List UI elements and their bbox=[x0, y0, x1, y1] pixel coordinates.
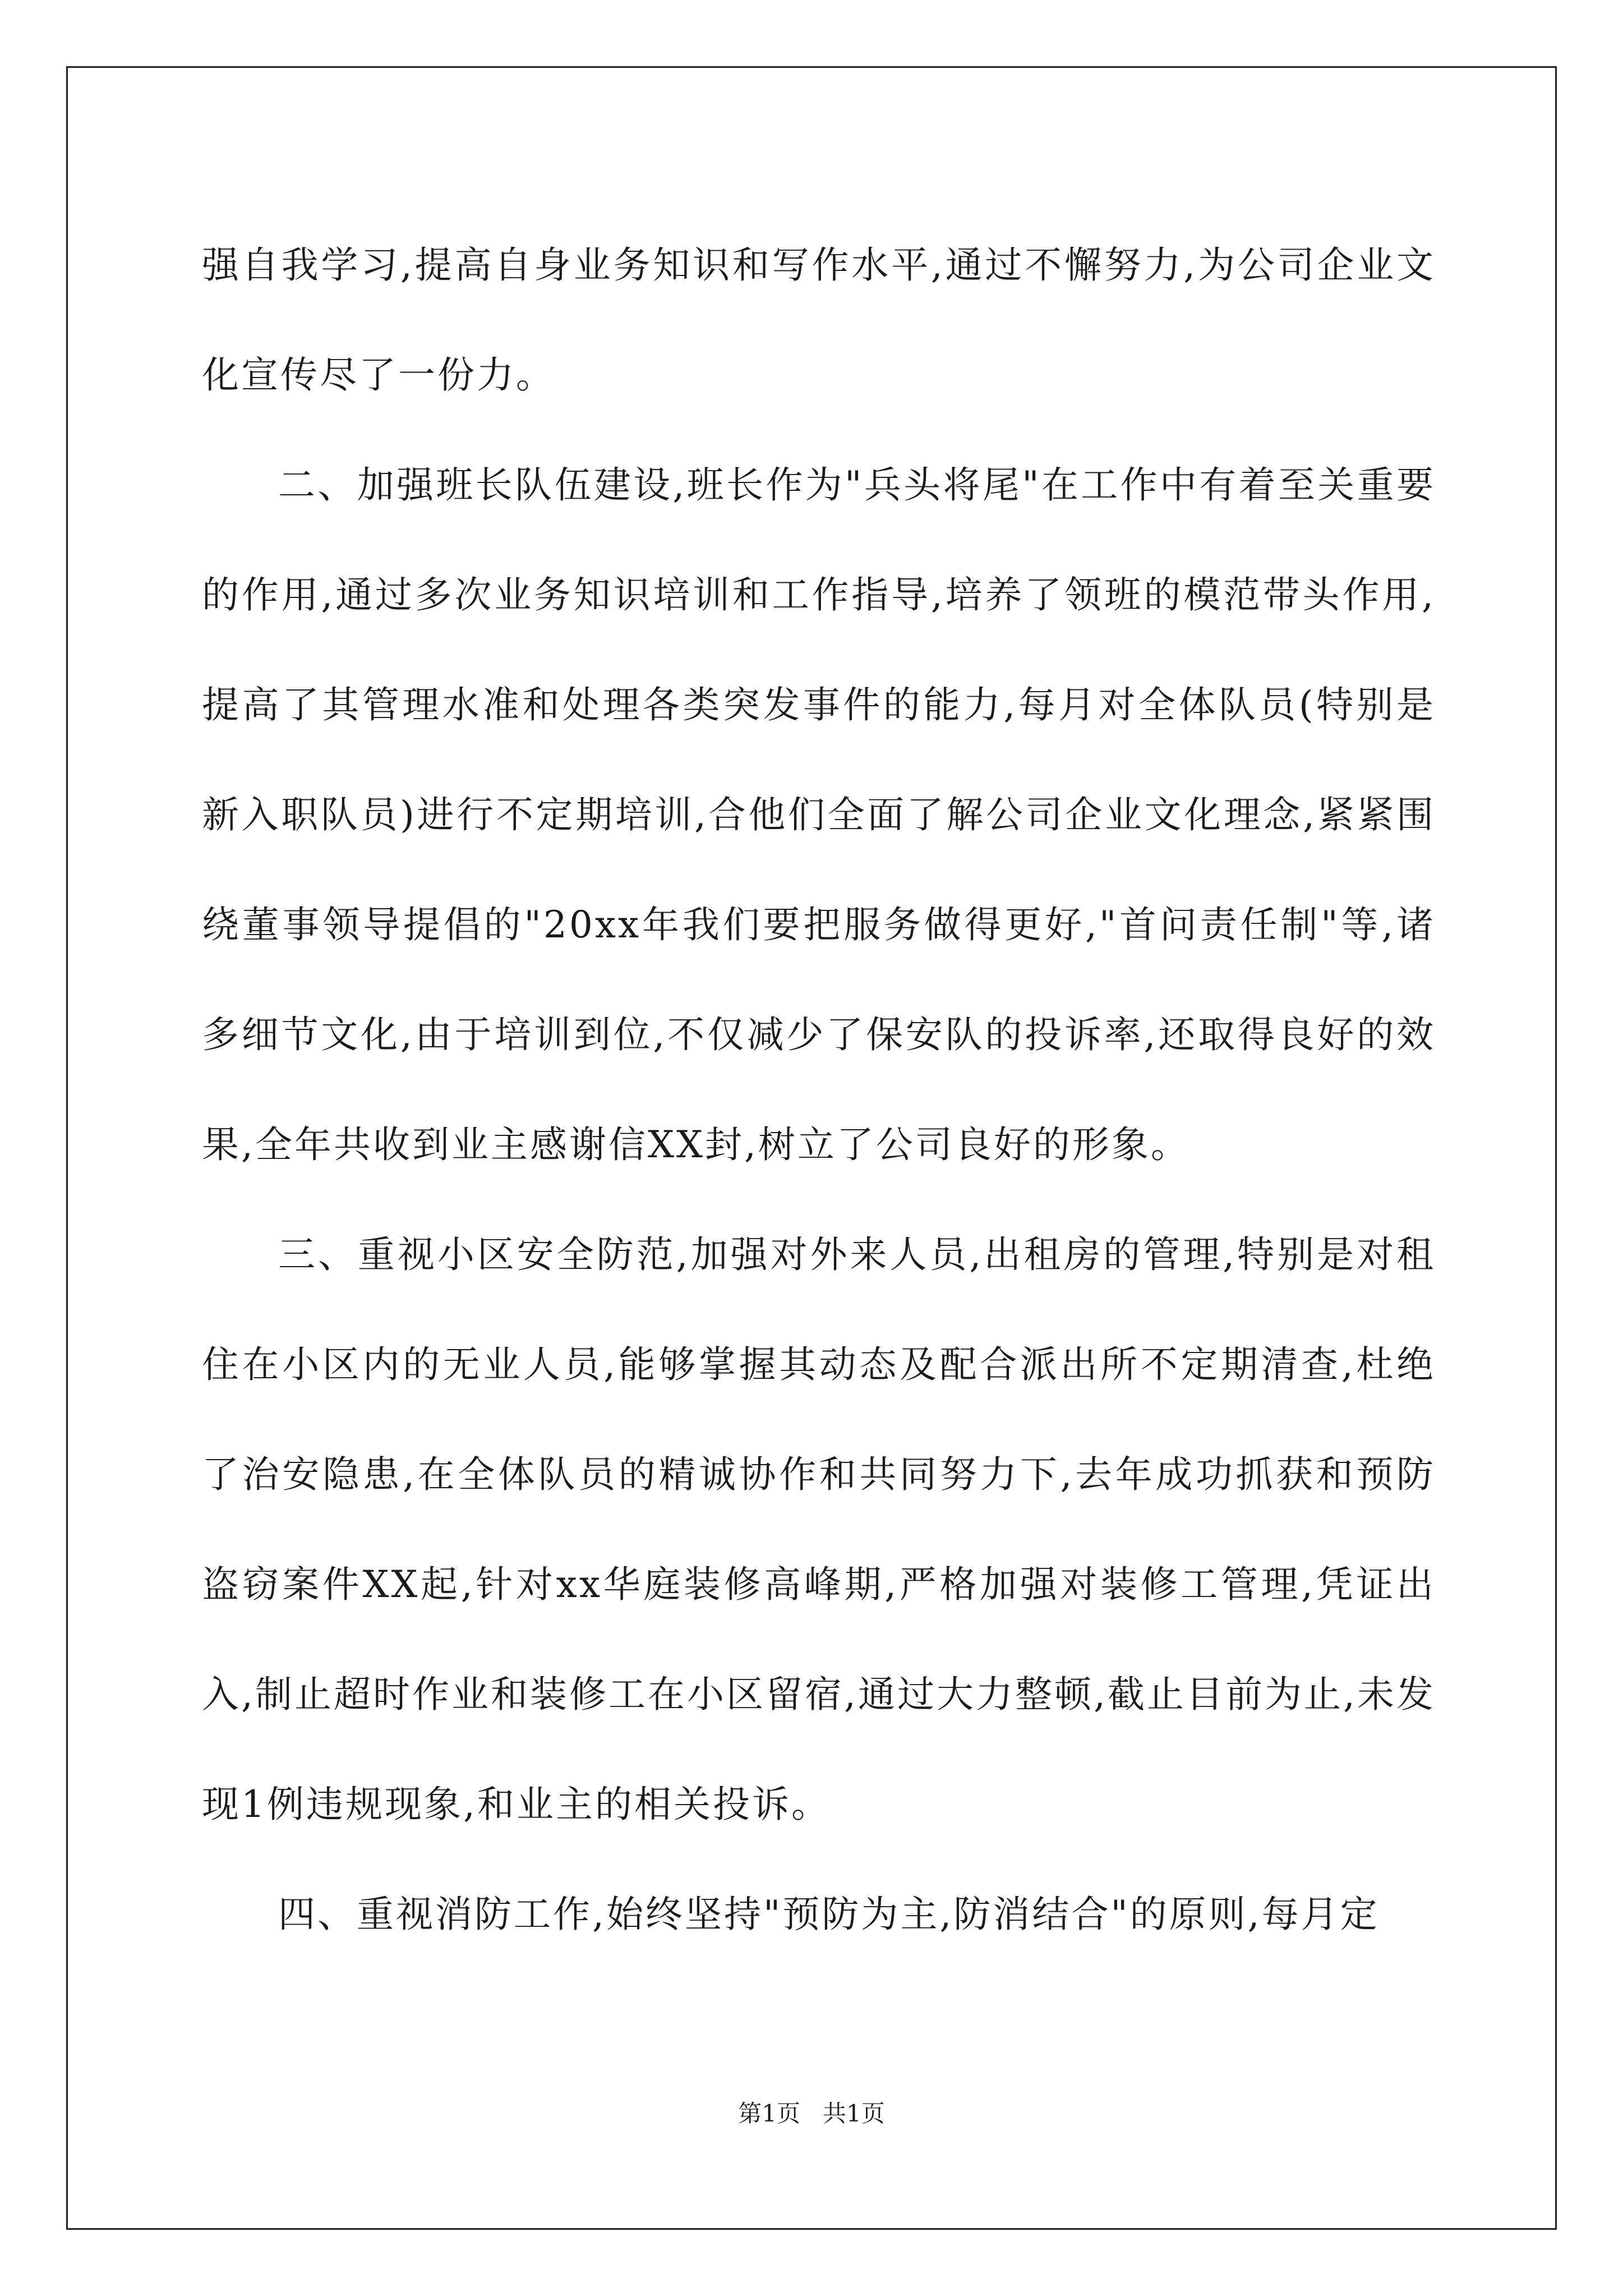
document-body bbox=[202, 210, 1436, 1970]
page-footer: 第1页 共1页 bbox=[738, 2100, 885, 2127]
paragraph-2: 二、加强班长队伍建设,班长作为"兵头将尾"在工作中有着至关重要的作用,通过多次业务知识培训和工作指导,培养了领班的模范带头作用,提高了其管理水准和处理各类突发事件的能力,每月对全体队员(特别是新入职队员)进行不定期培训,合他们全面了解公司企业文化理念,紧紧围绕董事领导提倡的"20xx年我们要把服务做得更好,"首问责任制"等,诸多细节文化,由于培训到位,不仅减少了保安队的投诉率,还取得良好的效果,全年共收到业主感谢信XX封,树立了公司良好的形象。 bbox=[202, 463, 1436, 1166]
paragraph-3: 三、重视小区安全防范,加强对外来人员,出租房的管理,特别是对租住在小区内的无业人员,能够掌握其动态及配合派出所不定期清查,杜绝了治安隐患,在全体队员的精诚协作和共同努力下,去年成功抓获和预防盗窃案件XX起,针对xx华庭装修高峰期,严格加强对装修工管理,凭证出入,制止超时作业和装修工在小区留宿,通过大力整顿,截止目前为止,未发现1例违规现象,和业主的相关投诉。 bbox=[202, 1233, 1436, 1826]
paragraph-1: 强自我学习,提高自身业务知识和写作水平,通过不懈努力,为公司企业文化宣传尽了一份力。 bbox=[202, 243, 1436, 397]
paragraph-4: 四、重视消防工作,始终坚持"预防为主,防消结合"的原则,每月定 bbox=[278, 1893, 1380, 1936]
